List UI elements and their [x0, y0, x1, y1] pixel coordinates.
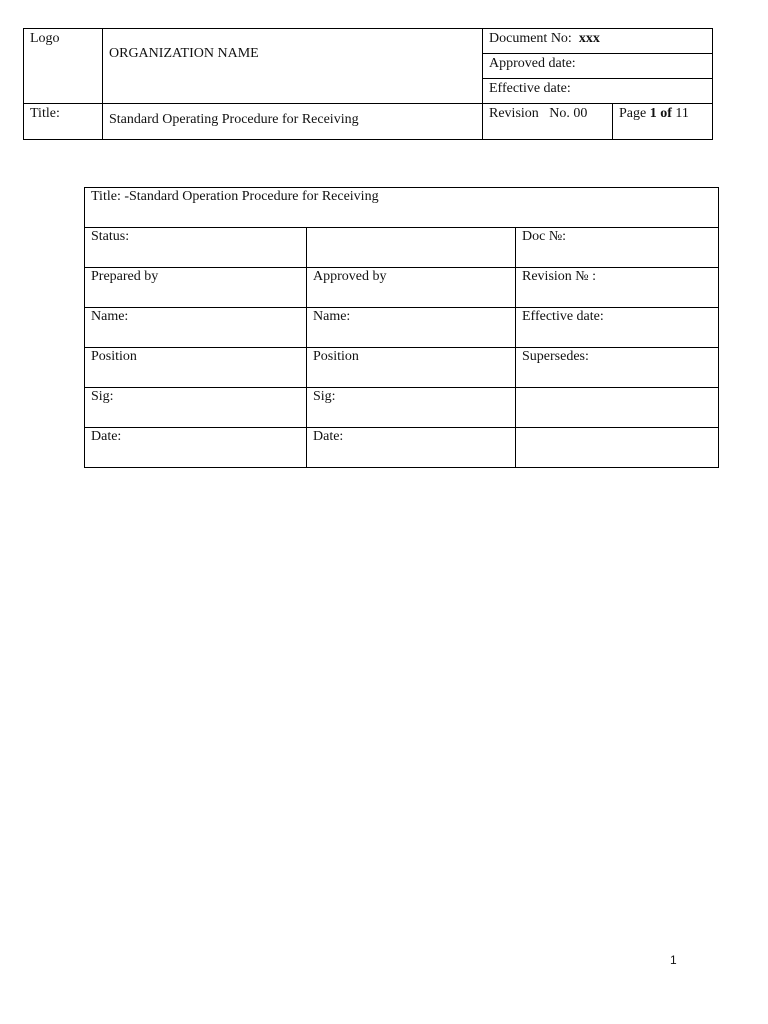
organization-name-cell: [103, 29, 483, 104]
table-cell: Date:: [85, 428, 307, 468]
revision-cell: [483, 104, 613, 140]
document-header-table: [23, 28, 713, 140]
table-cell: Effective date:: [516, 308, 719, 348]
table-cell: [516, 428, 719, 468]
page-prefix: Page: [619, 106, 650, 121]
page-number: 1: [670, 953, 677, 967]
effective-date-cell: [483, 79, 713, 104]
title-label: Title:: [30, 106, 60, 121]
table-cell: Name:: [85, 308, 307, 348]
table-cell: Date:: [307, 428, 516, 468]
revision-label: Revision No. 00: [489, 106, 588, 121]
table-cell: Name:: [307, 308, 516, 348]
approved-date-cell: [483, 54, 713, 79]
page-of: of: [656, 106, 676, 121]
table-cell: Sig:: [307, 388, 516, 428]
table-cell: Doc №:: [516, 228, 719, 268]
table-cell: Prepared by: [85, 268, 307, 308]
table-cell: Position: [85, 348, 307, 388]
table-row: [85, 268, 719, 308]
table-row: [85, 388, 719, 428]
table-row: [85, 348, 719, 388]
table-cell: Revision № :: [516, 268, 719, 308]
table-cell: [307, 228, 516, 268]
sop-title-cell: [85, 188, 719, 228]
table-row: [85, 228, 719, 268]
logo-cell: [24, 29, 103, 104]
table-row: [85, 308, 719, 348]
page-total: 11: [675, 106, 689, 121]
table-cell: Position: [307, 348, 516, 388]
sop-approval-table: [84, 187, 719, 468]
effective-date-label: Effective date:: [489, 81, 571, 96]
table-cell: Status:: [85, 228, 307, 268]
document-no-cell: [483, 29, 713, 54]
document-no-label: Document No:: [489, 31, 572, 46]
sop-title: Title: -Standard Operation Procedure for Receiving: [91, 189, 379, 204]
table-row: [85, 428, 719, 468]
table-cell: [516, 388, 719, 428]
logo-label: Logo: [30, 31, 60, 46]
approved-date-label: Approved date:: [489, 56, 576, 71]
table-cell: Supersedes:: [516, 348, 719, 388]
table-cell: Sig:: [85, 388, 307, 428]
title-value-cell: [103, 104, 483, 140]
page-count-cell: [613, 104, 713, 140]
page-current: 1: [649, 106, 657, 121]
table-cell: Approved by: [307, 268, 516, 308]
document-no-value: xxx: [578, 31, 600, 46]
organization-name: ORGANIZATION NAME: [109, 46, 259, 61]
title-label-cell: [24, 104, 103, 140]
title-value: Standard Operating Procedure for Receiving: [109, 112, 359, 127]
